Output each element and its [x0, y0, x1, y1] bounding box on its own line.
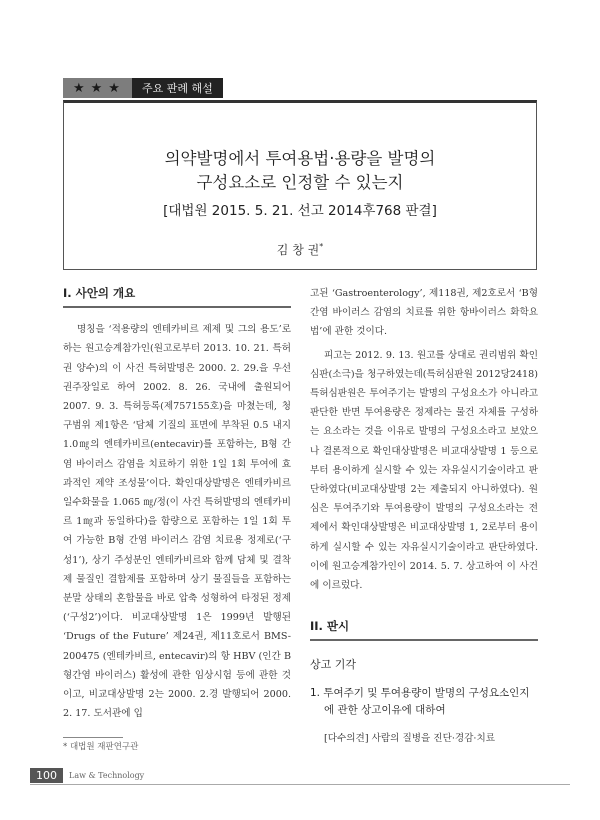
author-footnote-mark: *: [319, 242, 324, 251]
footnote: * 대법원 재판연구관: [63, 742, 139, 752]
footnote-rule: [63, 737, 123, 738]
case-citation: [대법원 2015. 5. 21. 선고 2014후768 판결]: [163, 203, 437, 219]
ruling-item-1: 1. 투여주기 및 투여용량이 발명의 구성요소인지에 관한 상고이유에 대하여: [310, 686, 530, 716]
star-icons: ★★★: [63, 78, 132, 98]
section-heading-ruling: II. 판시: [310, 617, 538, 641]
article-title-line2: 구성요소로 인정할 수 있는지: [196, 173, 404, 192]
author-name: 김 창 권: [276, 243, 320, 257]
majority-opinion-paragraph: [다수의견] 사람의 질병을 진단·경감·치료: [324, 732, 496, 744]
page-number: 100: [30, 768, 63, 783]
trial-history-paragraph: 피고는 2012. 9. 13. 원고를 상대로 권리범위 확인심판(소극)을 청구하였는데(특허심판원 2012당2418) 특허심판원은 투여주기는 발명의 구성요소가 아니라고 판단한 반면 투여용량은 정제라는 물건 자체를 구성하는 요소라는 것을 이유로 발명의 구성요소라고 보았으나 결론적으로 확인대상발명은 비교대상발명 1 등으로부터 용이하게 실시할 수 있는 자유실시기술이라고 판단하였다(비교대상발명 2는 제출되지 아니하였다). 원심은 투여주기와 투여용량이 발명의 구성요소라는 전제에서 확인대상발명은 비교대상발명 1, 2로부터 용이하게 실시할 수 있는 자유실시기술이라고 판단하였다. 이에 원고승계참가인이 2014. 5. 7. 상고하여 이 사건에 이르렀다.: [310, 349, 538, 592]
left-column: [63, 284, 291, 723]
continued-paragraph: 고된 ‘Gastroenterology’, 제118권, 제2호로서 ‘B형 간염 바이러스 감염의 치료를 위한 항바이러스 화학요법’에 관한 것이다.: [310, 288, 538, 338]
right-column: [310, 284, 538, 748]
page-footer: [30, 768, 144, 783]
journal-name: Law & Technology: [69, 771, 145, 780]
section-title: 주요 판례 해설: [132, 78, 223, 98]
title-box: [63, 100, 537, 270]
overview-paragraph: 명칭을 ‘적용량의 엔테카비르 제제 및 그의 용도’로 하는 원고승계참가인(원고로부터 2013. 10. 21. 특허권 양수)의 이 사건 특허발명은 2000. 2. 29.을 우선권주장일로 하여 2002. 8. 26. 국내에 출원되어 2007. 9. 3. 특허등록(제757155호)을 마쳤는데, 청구범위 제1항은 ‘담체 기질의 표면에 부착된 0.5 내지 1.0㎎의 엔테카비르(entecavir)를 포함하는, B형 간염 바이러스 감염을 치료하기 위한 1일 1회 투여에 효과적인 제약 조성물’이다. 확인대상발명은 엔테카비르 일수화물을 1.065 ㎎/정(이 사건 특허발명의 엔테카비르 1㎎과 동일하다)을 함량으로 포함하는 1일 1회 투여 가능한 B형 간염 바이러스 감염 치료용 정제로(‘구성1’), 상기 주성분인 엔테카비르와 함께 담체 및 결착제 물질인 결합제를 포함하며 상기 물질들을 포함하는 분말 상태의 혼합물을 바로 압축 성형하여 타정된 정제(‘구성2’)이다. 비교대상발명 1은 1999년 발행된 ‘Drugs of the Future’ 제24권, 제11호로서 BMS-200475 (엔테카비르, entecavir)의 항 HBV (인간 B형간염 바이러스) 활성에 관한 임상시험 등에 관한 것이고, 비교대상발명 2는 2000. 2.경 발행되어 2000. 2. 17. 도서관에 입: [63, 324, 291, 720]
section-label: [63, 78, 223, 98]
section-heading-overview: I. 사안의 개요: [63, 284, 291, 308]
ruling-result: 상고 기각: [310, 658, 357, 672]
author: [64, 241, 536, 258]
footer-rule: [30, 784, 570, 785]
article-title-line1: 의약발명에서 투여용법·용량을 발명의: [164, 149, 436, 168]
